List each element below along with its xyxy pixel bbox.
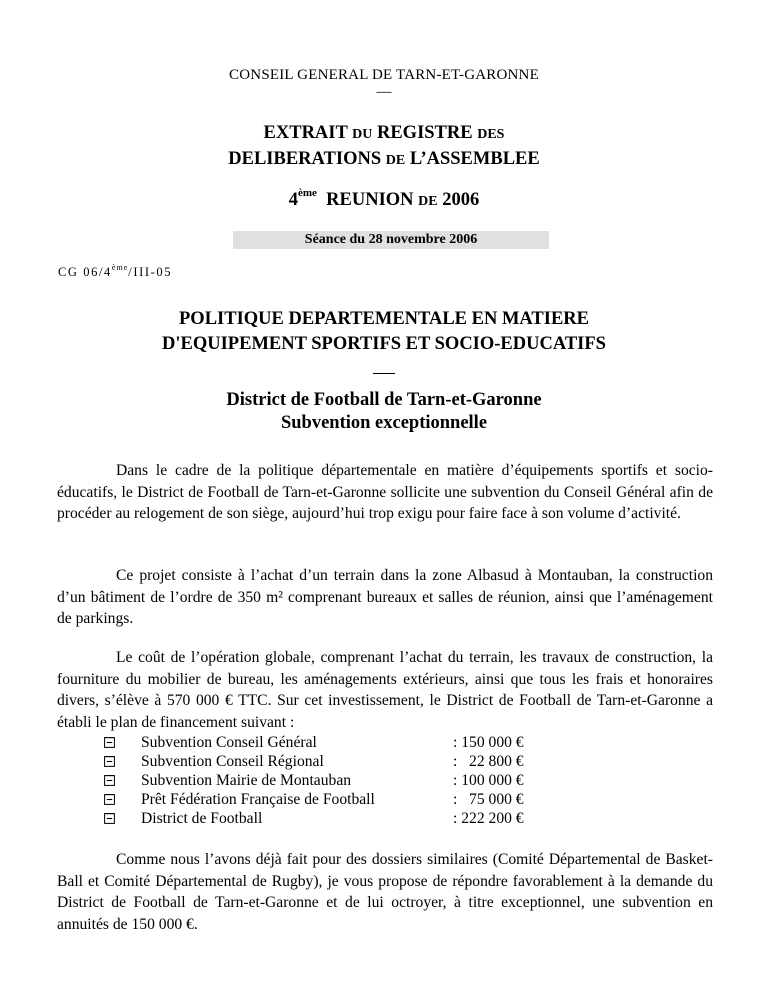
reference-prefix: CG 06/4 (58, 265, 112, 279)
policy-heading (0, 307, 768, 382)
paragraph-context (57, 460, 713, 525)
organization-name: CONSEIL GENERAL DE TARN-ET-GARONNE (229, 67, 539, 83)
reunion-heading (0, 187, 768, 211)
title-word: DES (477, 127, 505, 142)
title-line-1 (0, 121, 768, 147)
reunion-year: 2006 (442, 190, 480, 210)
subject-heading (0, 389, 768, 435)
financing-label: Subvention Mairie de Montauban (141, 772, 352, 789)
financing-item (104, 752, 544, 771)
financing-item (104, 790, 544, 809)
financing-amount: : 222 200 € (453, 810, 524, 827)
checkbox-minus-icon (104, 775, 115, 786)
title-word: EXTRAIT (263, 123, 348, 143)
paragraph-proposal (57, 849, 713, 935)
checkbox-minus-icon (104, 756, 115, 767)
title-word: DELIBERATIONS (228, 149, 382, 169)
title-line-2 (0, 147, 768, 173)
reference-code (58, 263, 172, 280)
paragraph-text: Comme nous l’avons déjà fait pour des dossiers similaires (Comité Départemental de Basket-Ball et Comité Départemental de Rugby), je vous propose de répondre favorablement à la demande du District de Football de Tarn-et-Garonne et de lui octroyer, à titre exceptionnel, une subvention en annuités de 150 000 €. (57, 851, 713, 933)
session-date-banner: Séance du 28 novembre 2006 (233, 231, 549, 249)
paragraph-project (57, 565, 713, 630)
paragraph-text: Le coût de l’opération globale, comprenant l’achat du terrain, les travaux de construction, la fourniture du mobilier de bureau, les aménagements extérieurs, ainsi que tous les frais et honoraires divers, s’élève à 570 000 € TTC. Sur cet investissement, le District de Football de Tarn-et-Garonne a établi le plan de financement suivant : (57, 649, 713, 731)
checkbox-minus-icon (104, 737, 115, 748)
rule-divider (373, 373, 395, 374)
financing-amount: : 150 000 € (453, 734, 524, 751)
policy-rule (0, 357, 768, 382)
subject-line-2: Subvention exceptionnelle (280, 413, 488, 433)
financing-label: Subvention Conseil Régional (141, 753, 324, 770)
financing-item (104, 771, 544, 790)
paragraph-text: Ce projet consiste à l’achat d’un terrain dans la zone Albasud à Montauban, la construction d’un bâtiment de l’ordre de 350 m² comprenant bureaux et salles de réunion, ainsi que l’aménagement de parkings. (57, 567, 713, 627)
financing-item (104, 809, 544, 828)
reunion-number: 4 (288, 190, 298, 210)
reunion-ordinal: ème (297, 187, 317, 199)
financing-plan-list (104, 733, 544, 828)
paragraph-text: Dans le cadre de la politique départementale en matière d’équipements sportifs et socio-éducatifs, le District de Football de Tarn-et-Garonne sollicite une subvention du Conseil Général afin de procéder au relogement de son siège, aujourd’hui trop exigu pour faire face à son volume d’activité. (57, 462, 713, 522)
financing-amount: : 22 800 € (453, 753, 524, 770)
reference-ordinal: ème (111, 263, 129, 272)
policy-line-2: D'EQUIPEMENT SPORTIFS ET SOCIO-EDUCATIFS (162, 334, 606, 354)
checkbox-minus-icon (104, 794, 115, 805)
title-word: DU (352, 127, 373, 142)
financing-item (104, 733, 544, 752)
subject-line-1: District de Football de Tarn-et-Garonne (226, 390, 542, 410)
title-word: L’ASSEMBLEE (409, 149, 540, 169)
financing-label: District de Football (141, 810, 263, 827)
title-word: REGISTRE (376, 123, 473, 143)
financing-amount: : 100 000 € (453, 772, 524, 789)
reunion-de: DE (418, 194, 438, 209)
document-title (0, 121, 768, 173)
financing-label: Prêt Fédération Française de Football (141, 791, 375, 808)
reference-suffix: /III-05 (128, 265, 173, 279)
financing-amount: : 75 000 € (453, 791, 524, 808)
policy-line-1: POLITIQUE DEPARTEMENTALE EN MATIERE (179, 309, 589, 329)
financing-label: Subvention Conseil Général (141, 734, 317, 751)
checkbox-minus-icon (104, 813, 115, 824)
reunion-word: REUNION (326, 190, 414, 210)
title-word: DE (385, 153, 406, 168)
paragraph-cost (57, 647, 713, 733)
header-separator: — (376, 84, 392, 100)
